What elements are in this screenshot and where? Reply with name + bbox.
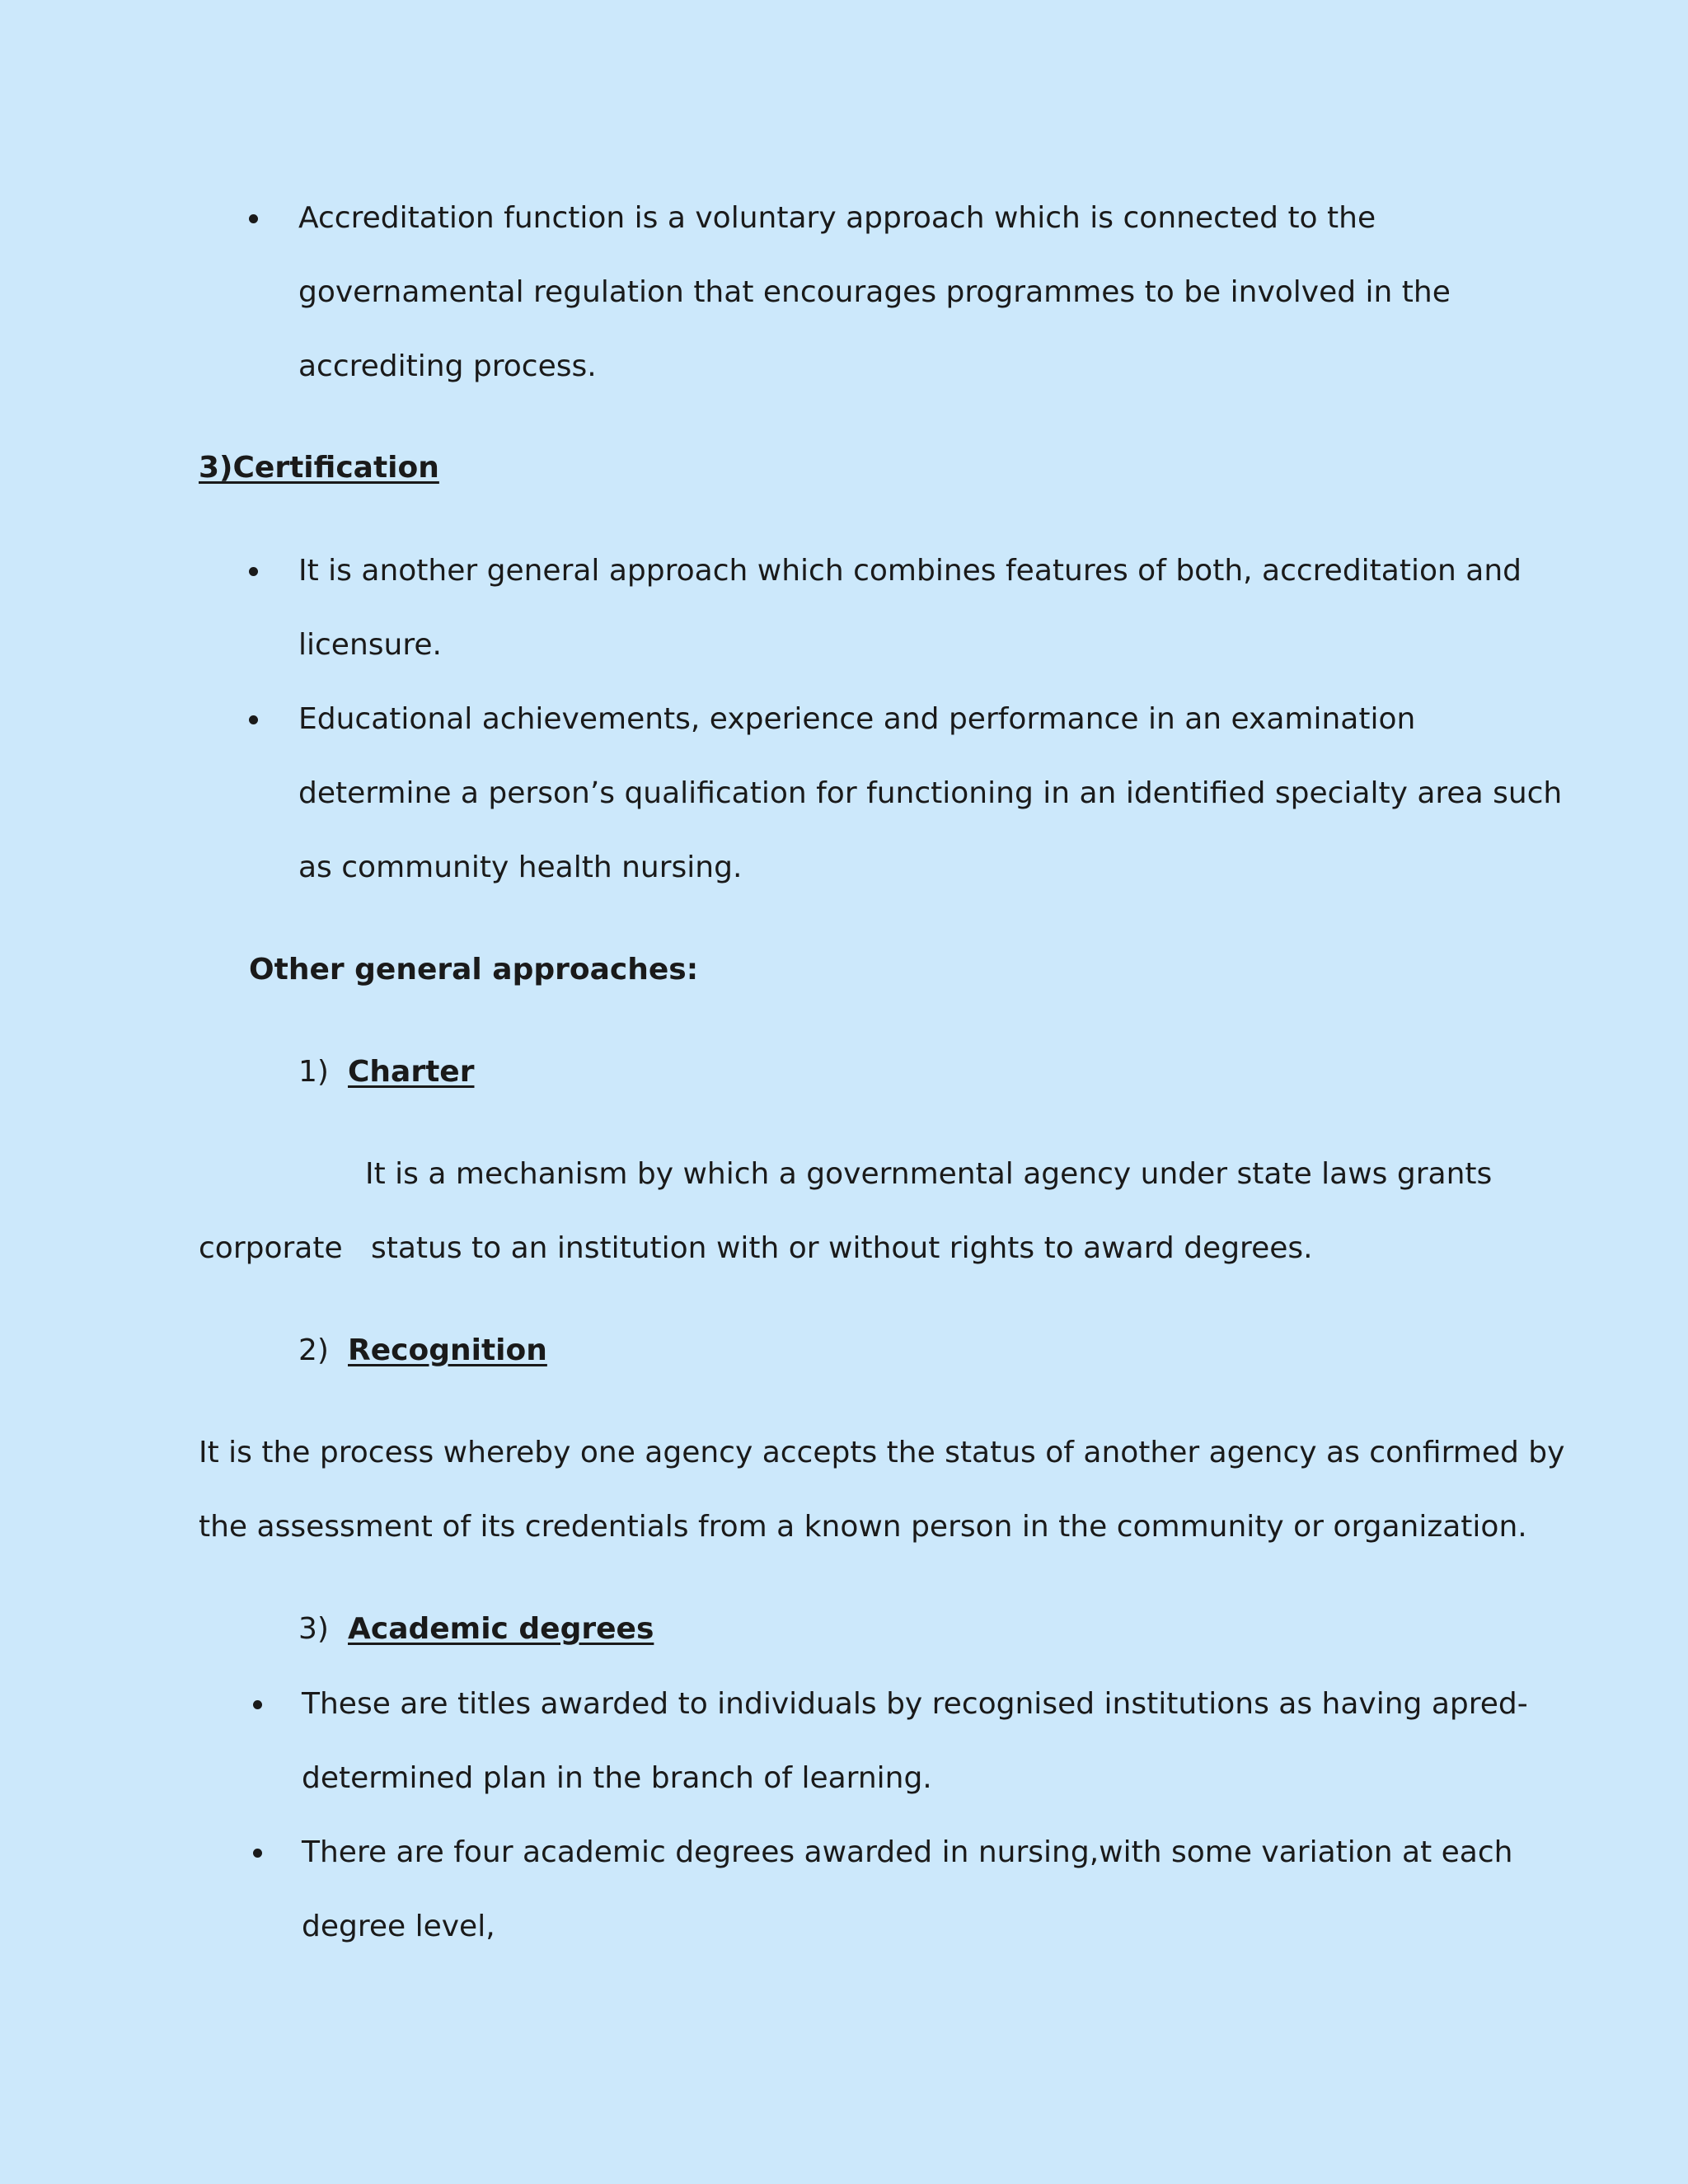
charter-line-2: corporate status to an institution with or without rights to award degrees. — [199, 1231, 1313, 1265]
academic-degrees-number: 3) — [298, 1612, 329, 1646]
certification-bullet-2-line-2: determine a person’s qualification for functioning in an identified specialty area such — [298, 776, 1563, 810]
recognition-line-1: It is the process whereby one agency accepts the status of another agency as confirmed by — [199, 1436, 1565, 1469]
recognition-line-2: the assessment of its credentials from a known person in the community or organization. — [199, 1510, 1527, 1544]
recognition-heading: Recognition — [348, 1333, 547, 1367]
bullet-icon — [249, 567, 258, 576]
accreditation-line-2: governamental regulation that encourages programmes to be involved in the — [298, 275, 1451, 309]
accreditation-line-3: accrediting process. — [298, 349, 597, 383]
charter-number: 1) — [298, 1055, 329, 1089]
recognition-number: 2) — [298, 1333, 329, 1367]
bullet-icon — [249, 214, 258, 223]
bullet-icon — [253, 1700, 262, 1709]
academic-degrees-bullet-1-line-1: These are titles awarded to individuals by recognised institutions as having apred- — [302, 1687, 1528, 1721]
accreditation-line-1: Accreditation function is a voluntary approach which is connected to the — [298, 201, 1376, 235]
bullet-icon — [253, 1849, 262, 1858]
academic-degrees-bullet-2-line-1: There are four academic degrees awarded in nursing,with some variation at each — [302, 1835, 1513, 1869]
bullet-icon — [249, 715, 258, 724]
certification-heading: 3)Certification — [199, 451, 439, 485]
charter-line-1: It is a mechanism by which a governmental agency under state laws grants — [365, 1157, 1493, 1191]
charter-heading: Charter — [348, 1055, 475, 1089]
other-approaches-heading: Other general approaches: — [249, 953, 699, 987]
certification-bullet-2-line-1: Educational achievements, experience and performance in an examination — [298, 702, 1416, 736]
academic-degrees-heading: Academic degrees — [348, 1612, 654, 1646]
certification-bullet-2-line-3: as community health nursing. — [298, 851, 743, 884]
academic-degrees-bullet-2-line-2: degree level, — [302, 1910, 495, 1943]
certification-bullet-1-line-1: It is another general approach which combines features of both, accreditation and — [298, 554, 1522, 588]
academic-degrees-bullet-1-line-2: determined plan in the branch of learning. — [302, 1761, 932, 1795]
certification-bullet-1-line-2: licensure. — [298, 628, 442, 662]
